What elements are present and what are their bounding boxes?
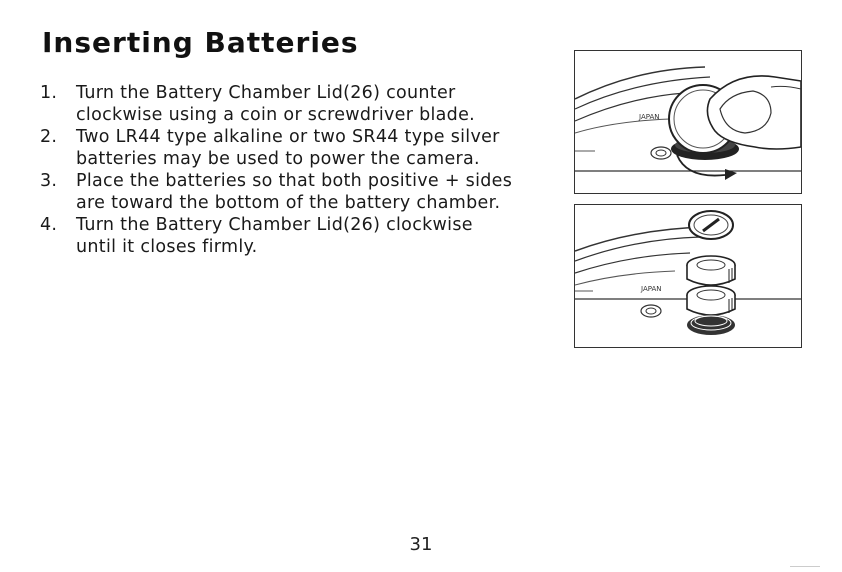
step-text: Two LR44 type alkaline or two SR44 type silver batteries may be used to power the camera. [76, 127, 500, 169]
figure-bottom-label: JAPAN [641, 285, 662, 293]
instruction-step [40, 170, 560, 214]
open-lid-illustration [575, 51, 801, 193]
figure-insert-batteries [574, 204, 802, 348]
step-text: Turn the Battery Chamber Lid(26) clockwise until it closes firmly. [76, 215, 473, 257]
instruction-step [40, 126, 560, 170]
step-number: 1. [40, 83, 58, 103]
step-number: 4. [40, 215, 58, 235]
page-title: Inserting Batteries [42, 26, 359, 59]
step-number: 2. [40, 127, 58, 147]
instruction-list [40, 82, 560, 258]
page-number: 31 [409, 534, 433, 555]
step-number: 3. [40, 171, 58, 191]
insert-batteries-illustration [575, 205, 801, 347]
instruction-step [40, 214, 560, 258]
instruction-step [40, 82, 560, 126]
figure-open-lid [574, 50, 802, 194]
figure-top-label: JAPAN [639, 113, 660, 121]
footer-rule [790, 566, 820, 567]
step-text: Turn the Battery Chamber Lid(26) counter clockwise using a coin or screwdriver blade. [76, 83, 476, 125]
step-text: Place the batteries so that both positive + sides are toward the bottom of the battery chamber. [76, 171, 513, 213]
